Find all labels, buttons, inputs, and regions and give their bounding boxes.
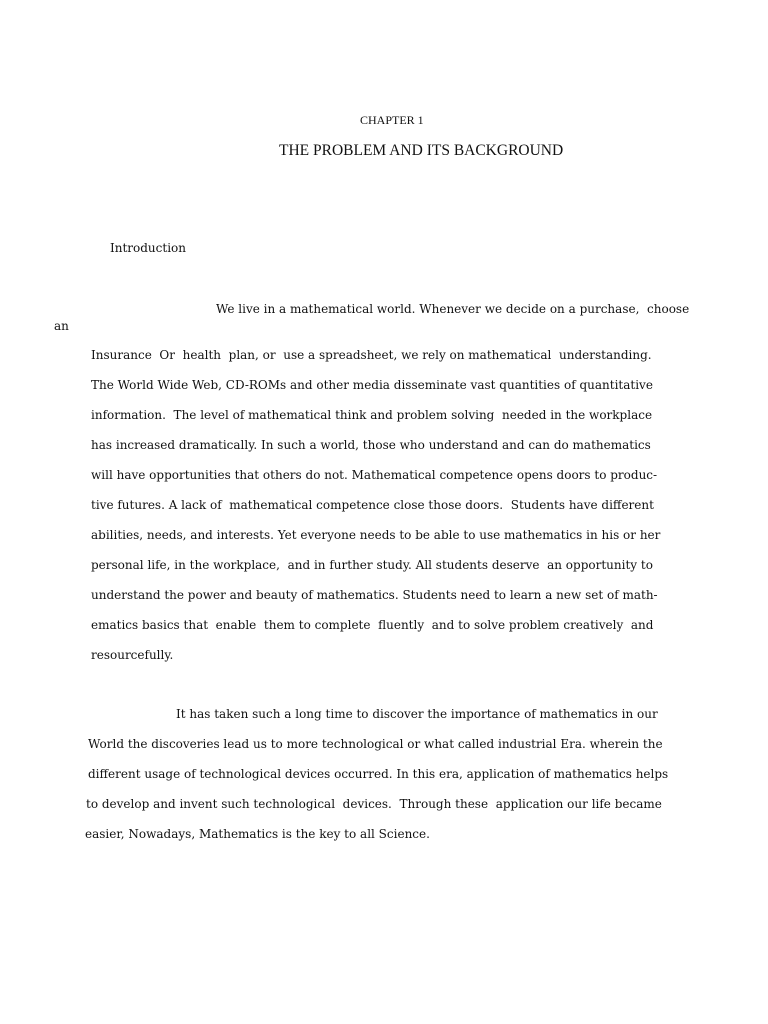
paragraph-line: We live in a mathematical world. Whenever we decide on a purchase, choose (216, 302, 690, 316)
chapter-title: THE PROBLEM AND ITS BACKGROUND (279, 142, 564, 159)
paragraph-line: easier, Nowadays, Mathematics is the key to all Science. (85, 827, 430, 841)
paragraph-line: an (54, 319, 69, 333)
paragraph-line: different usage of technological devices occurred. In this era, application of mathematics helps (88, 767, 669, 781)
paragraph-line: World the discoveries lead us to more technological or what called industrial Era. wherein the (88, 737, 663, 751)
paragraph-line: personal life, in the workplace, and in further study. All students deserve an opportunity to (91, 558, 653, 572)
section-heading-introduction: Introduction (110, 241, 186, 255)
chapter-label: CHAPTER 1 (360, 113, 424, 127)
paragraph-line: ematics basics that enable them to complete fluently and to solve problem creatively and (91, 618, 654, 632)
paragraph-line: abilities, needs, and interests. Yet everyone needs to be able to use mathematics in his or her (91, 528, 661, 542)
paragraph-line: will have opportunities that others do not. Mathematical competence opens doors to produc- (91, 468, 658, 482)
paragraph-line: It has taken such a long time to discover the importance of mathematics in our (176, 707, 658, 721)
paragraph-line: to develop and invent such technological devices. Through these application our life became (86, 797, 662, 811)
paragraph-line: tive futures. A lack of mathematical competence close those doors. Students have different (91, 498, 654, 512)
paragraph-line: understand the power and beauty of mathematics. Students need to learn a new set of math- (91, 588, 658, 602)
paragraph-line: Insurance Or health plan, or use a spreadsheet, we rely on mathematical understanding. (91, 348, 652, 362)
paragraph-line: The World Wide Web, CD-ROMs and other media disseminate vast quantities of quantitative (91, 378, 653, 392)
paragraph-line: has increased dramatically. In such a world, those who understand and can do mathematics (91, 438, 651, 452)
paragraph-line: resourcefully. (91, 648, 174, 662)
paragraph-line: information. The level of mathematical think and problem solving needed in the workplace (91, 408, 653, 422)
